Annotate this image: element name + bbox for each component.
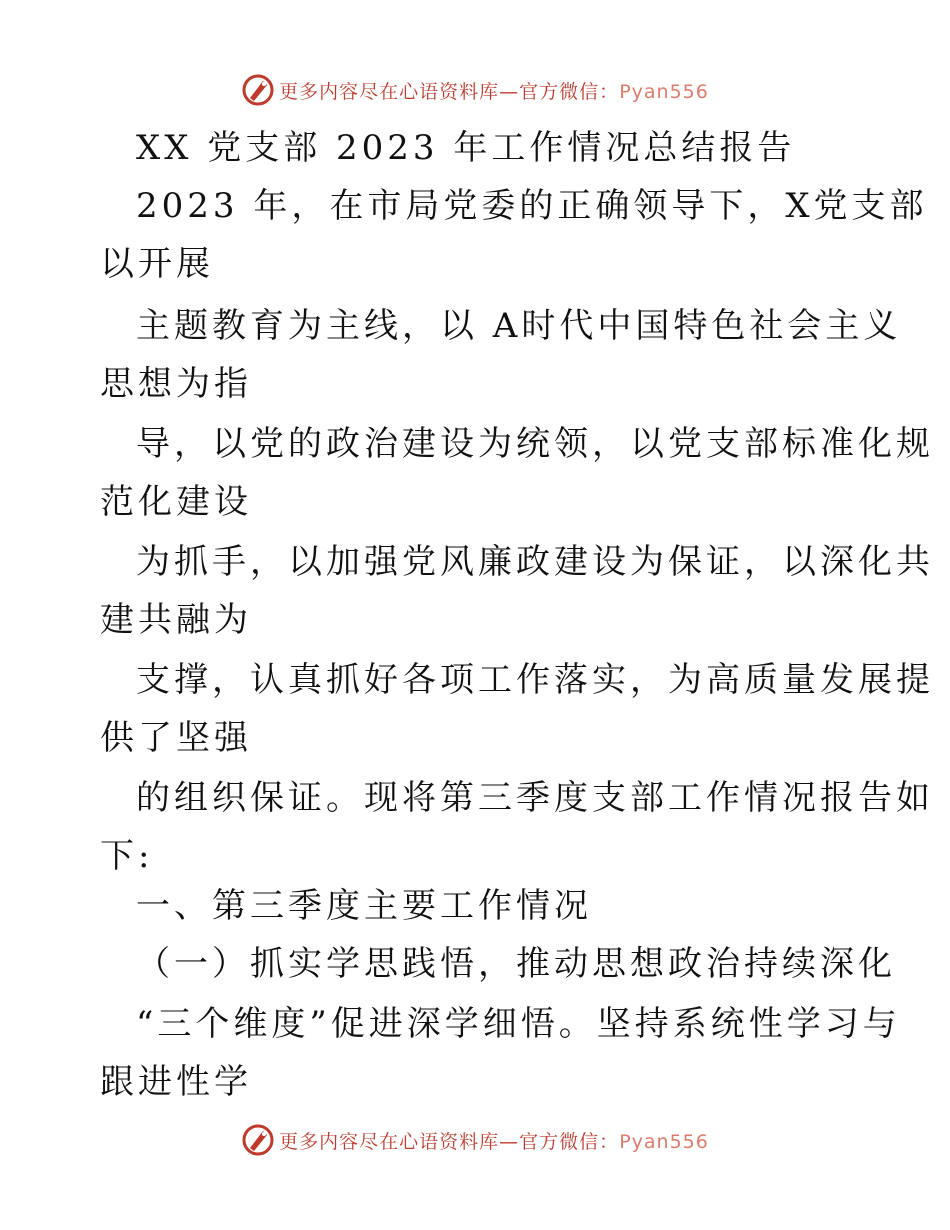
watermark-brand: 更多内容尽在心语资料库 [279,80,500,103]
header-watermark [0,70,950,110]
pen-nib-logo-icon [241,1123,275,1157]
paragraph-line: 2023 年，在市局党委的正确领导下，X党支部 [136,186,928,226]
paragraph-line: 为抓手，以加强党风廉政建设为保证，以深化共 [136,542,934,582]
paragraph-line: 跟进性学 [100,1062,252,1102]
pen-nib-logo-icon [241,73,275,107]
paragraph-line: 导，以党的政治建设为统领，以党支部标准化规 [136,424,934,464]
subsection-heading: （一）抓实学思践悟，推动思想政治持续深化 [136,944,896,984]
watermark-brand: 更多内容尽在心语资料库 [279,1130,500,1153]
watermark-text [279,1127,709,1154]
paragraph-line: 建共融为 [100,600,252,640]
watermark-text [279,77,709,104]
section-heading: 一、第三季度主要工作情况 [136,886,592,926]
paragraph-line: 思想为指 [100,364,252,404]
watermark-separator: — [499,80,520,103]
paragraph-line: 供了坚强 [100,718,252,758]
watermark-wechat-label: 官方微信： [519,1130,620,1153]
paragraph-line: 的组织保证。现将第三季度支部工作情况报告如 [136,778,934,818]
paragraph-line: 支撑，认真抓好各项工作落实，为高质量发展提 [136,660,934,700]
watermark-wechat-label: 官方微信： [519,80,620,103]
paragraph-line: “三个维度”促进深学细悟。坚持系统性学习与 [136,1004,901,1044]
paragraph-line: 主题教育为主线，以 A时代中国特色社会主义 [136,306,902,346]
paragraph-line: 范化建设 [100,482,252,522]
watermark-wechat-id: Pyan556 [619,80,709,103]
paragraph-line: 以开展 [100,244,214,284]
footer-watermark [0,1120,950,1160]
document-title: XX 党支部 2023 年工作情况总结报告 [136,128,796,168]
paragraph-line: 下: [100,836,154,876]
watermark-separator: — [499,1130,520,1153]
watermark-wechat-id: Pyan556 [619,1130,709,1153]
